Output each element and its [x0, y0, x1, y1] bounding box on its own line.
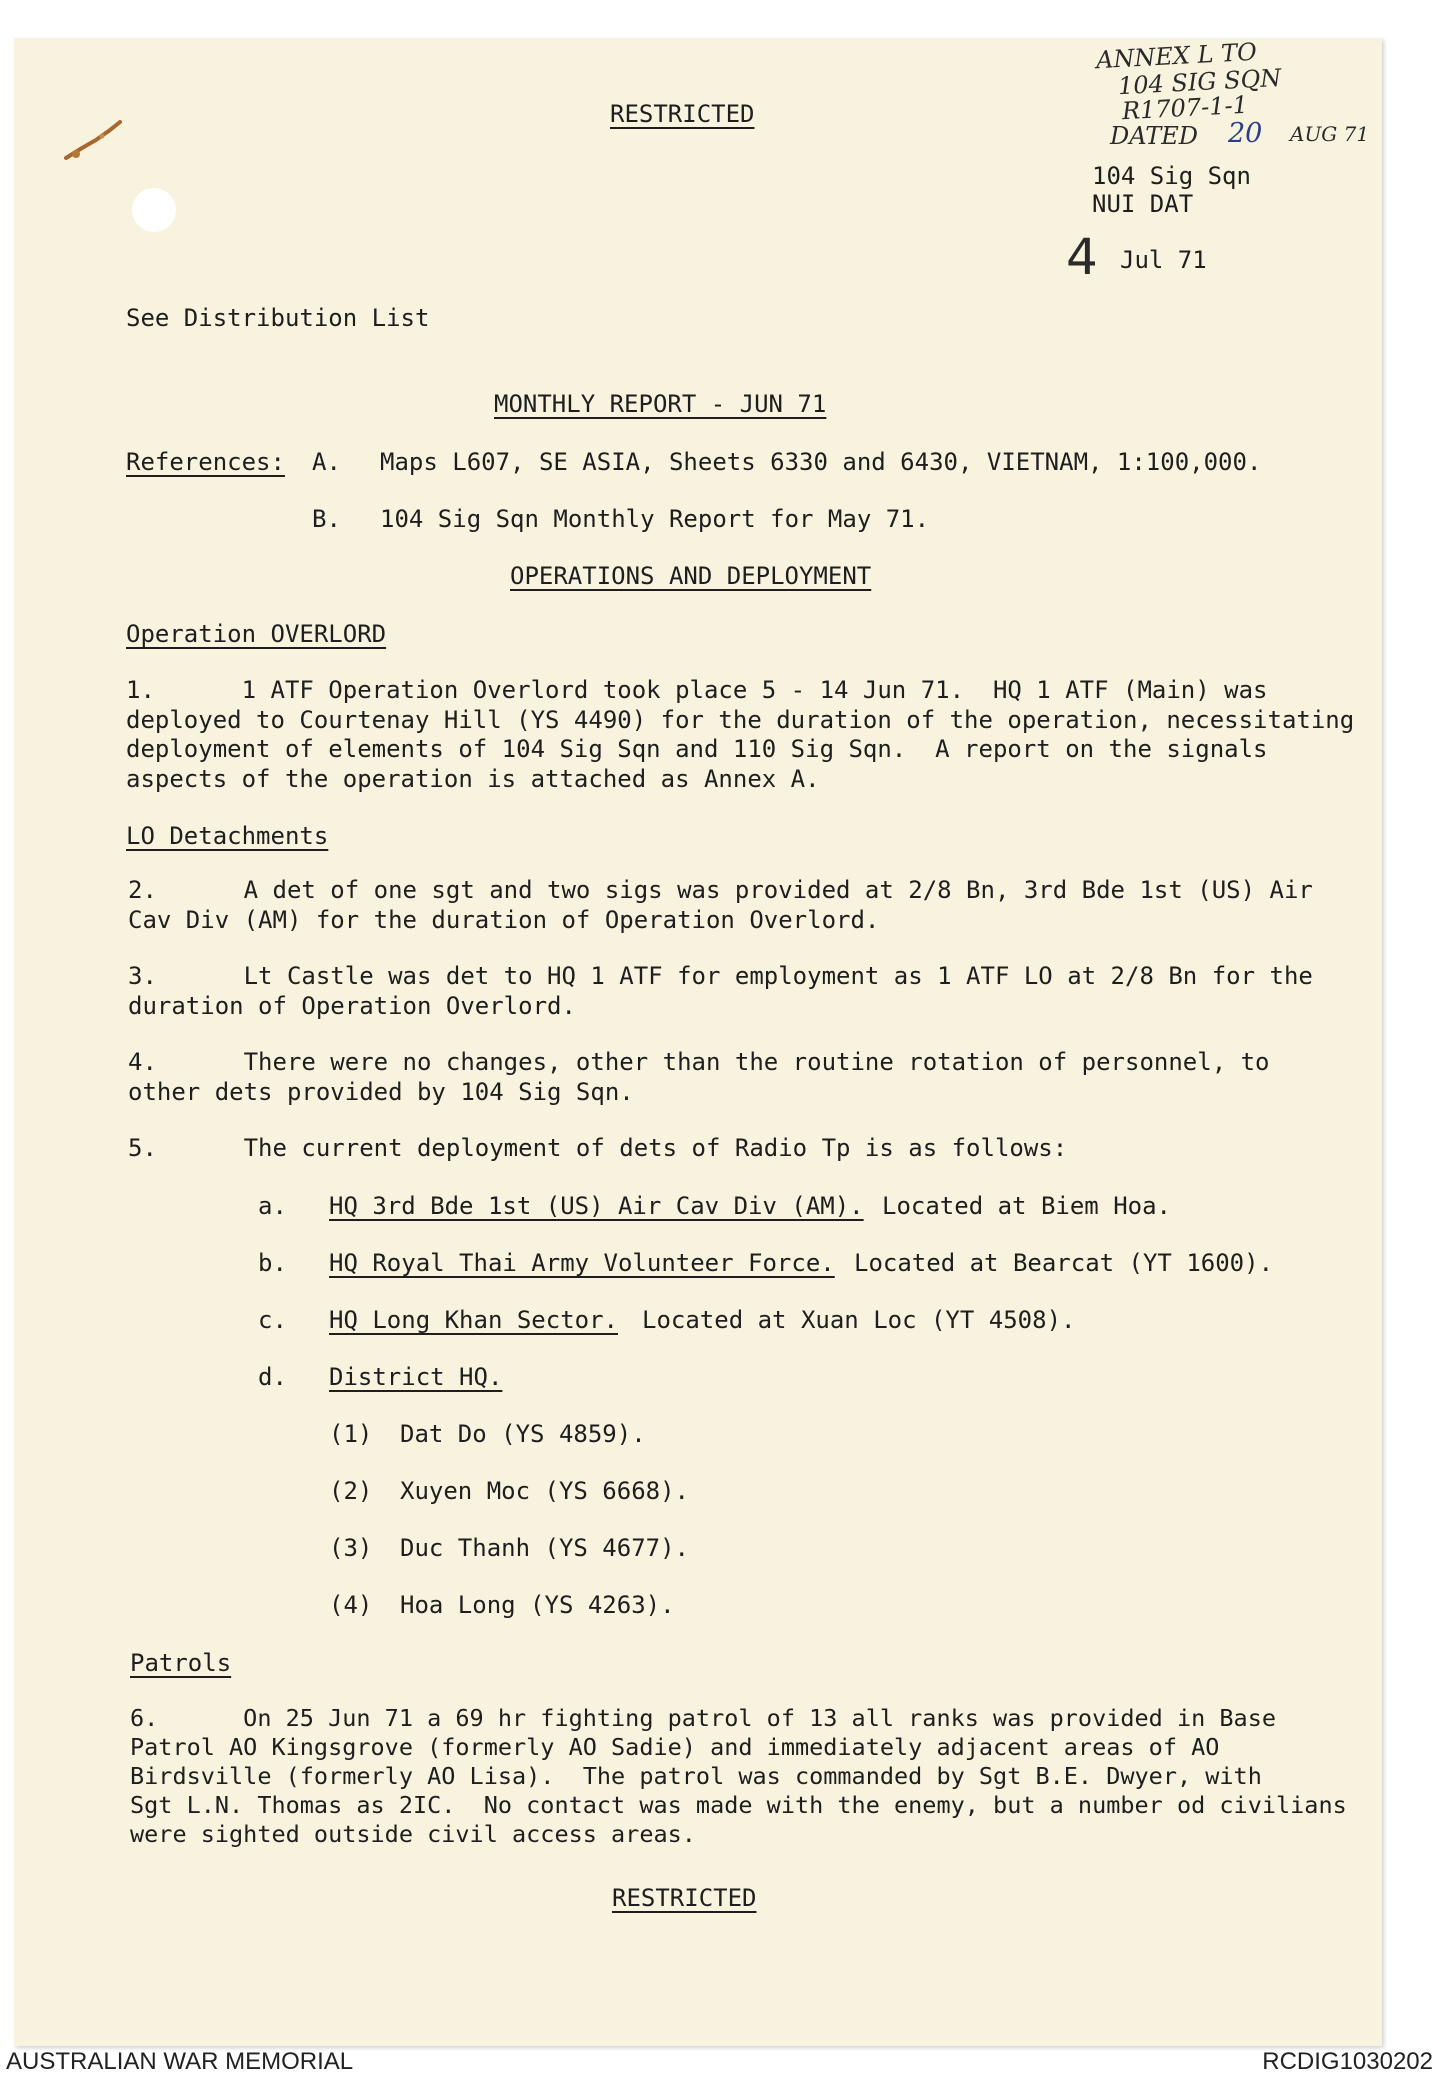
paragraph-5: 5. The current deployment of dets of Radio Tp is as follows: — [128, 1134, 1068, 1162]
operation-overlord-heading: Operation OVERLORD — [126, 620, 387, 648]
deployment-b-letter: b. — [258, 1249, 287, 1277]
date-day: 4 — [1066, 228, 1098, 286]
deployment-d-letter: d. — [258, 1363, 287, 1391]
deployment-a-letter: a. — [258, 1192, 287, 1220]
reference-a-text: Maps L607, SE ASIA, Sheets 6330 and 6430, VIETNAM, 1:100,000. — [380, 448, 1262, 476]
classification-top: RESTRICTED — [610, 100, 755, 128]
references-label: References: — [126, 448, 285, 476]
classification-bottom: RESTRICTED — [612, 1884, 757, 1912]
district-hq-1-text: Dat Do (YS 4859). — [400, 1420, 646, 1448]
paragraph-1: 1. 1 ATF Operation Overlord took place 5 - 14 Jun 71. HQ 1 ATF (Main) was deployed to Courtenay Hill (YS 4490) for the duration of the operation, necessitating deployment of elements of 104 Sig Sqn and 110 Sig Sqn. A report on the signals aspects of the operation is attached as Annex A. — [126, 676, 1355, 793]
reference-a-letter: A. — [312, 448, 341, 476]
section-heading: OPERATIONS AND DEPLOYMENT — [510, 562, 872, 590]
lo-detachments-heading: LO Detachments — [126, 822, 329, 850]
deployment-c-name: HQ Long Khan Sector. — [329, 1306, 618, 1334]
addressee: See Distribution List — [126, 304, 430, 332]
district-hq-4-num: (4) — [329, 1591, 373, 1619]
report-title: MONTHLY REPORT - JUN 71 — [494, 390, 827, 418]
handwritten-annex-line2: 104 SIG SQN — [1117, 63, 1282, 101]
district-hq-2-num: (2) — [329, 1477, 373, 1505]
deployment-d-name: District HQ. — [329, 1363, 503, 1391]
footer-record-id: RCDIG1030202 — [1262, 2048, 1433, 2075]
paragraph-6: 6. On 25 Jun 71 a 69 hr fighting patrol of 13 all ranks was provided in Base Patrol AO Kingsgrove (formerly AO Sadie) and immediately adjacent areas of AO Birdsville (formerly AO Lisa). The patrol was commanded by Sgt B.E. Dwyer, with Sgt L.N. Thomas as 2IC. No contact was made with the enemy, but a number od civilians were sighted outside civil access areas. — [130, 1704, 1347, 1848]
reference-b-letter: B. — [312, 505, 341, 533]
deployment-c-location: Located at Xuan Loc (YT 4508). — [642, 1306, 1076, 1334]
document-page — [14, 38, 1382, 2046]
patrols-heading: Patrols — [130, 1649, 232, 1677]
deployment-a-name: HQ 3rd Bde 1st (US) Air Cav Div (AM). — [329, 1192, 864, 1220]
rust-stain — [62, 118, 128, 166]
deployment-a-location: Located at Biem Hoa. — [882, 1192, 1171, 1220]
paragraph-3: 3. Lt Castle was det to HQ 1 ATF for employment as 1 ATF LO at 2/8 Bn for the duration of Operation Overlord. — [128, 962, 1313, 1020]
date-month-year: Jul 71 — [1120, 246, 1207, 274]
handwritten-dated-label: DATED — [1110, 122, 1199, 150]
district-hq-3-text: Duc Thanh (YS 4677). — [400, 1534, 689, 1562]
sender-unit: 104 Sig Sqn — [1092, 162, 1251, 190]
handwritten-dated-month: AUG 71 — [1290, 122, 1370, 146]
punch-hole — [132, 188, 176, 232]
deployment-c-letter: c. — [258, 1306, 287, 1334]
district-hq-2-text: Xuyen Moc (YS 6668). — [400, 1477, 689, 1505]
district-hq-4-text: Hoa Long (YS 4263). — [400, 1591, 675, 1619]
handwritten-annex-line1: ANNEX L TO — [1095, 38, 1258, 75]
deployment-b-location: Located at Bearcat (YT 1600). — [854, 1249, 1274, 1277]
paragraph-4: 4. There were no changes, other than the routine rotation of personnel, to other dets provided by 104 Sig Sqn. — [128, 1048, 1270, 1106]
handwritten-dated-day: 20 — [1228, 118, 1263, 149]
footer-archive-name: AUSTRALIAN WAR MEMORIAL — [6, 2048, 354, 2075]
reference-b-text: 104 Sig Sqn Monthly Report for May 71. — [380, 505, 930, 533]
sender-location: NUI DAT — [1092, 190, 1194, 218]
handwritten-annex-line3: R1707-1-1 — [1121, 90, 1249, 126]
district-hq-1-num: (1) — [329, 1420, 373, 1448]
paragraph-2: 2. A det of one sgt and two sigs was provided at 2/8 Bn, 3rd Bde 1st (US) Air Cav Div (AM) for the duration of Operation Overlord. — [128, 876, 1313, 934]
district-hq-3-num: (3) — [329, 1534, 373, 1562]
deployment-b-name: HQ Royal Thai Army Volunteer Force. — [329, 1249, 835, 1277]
